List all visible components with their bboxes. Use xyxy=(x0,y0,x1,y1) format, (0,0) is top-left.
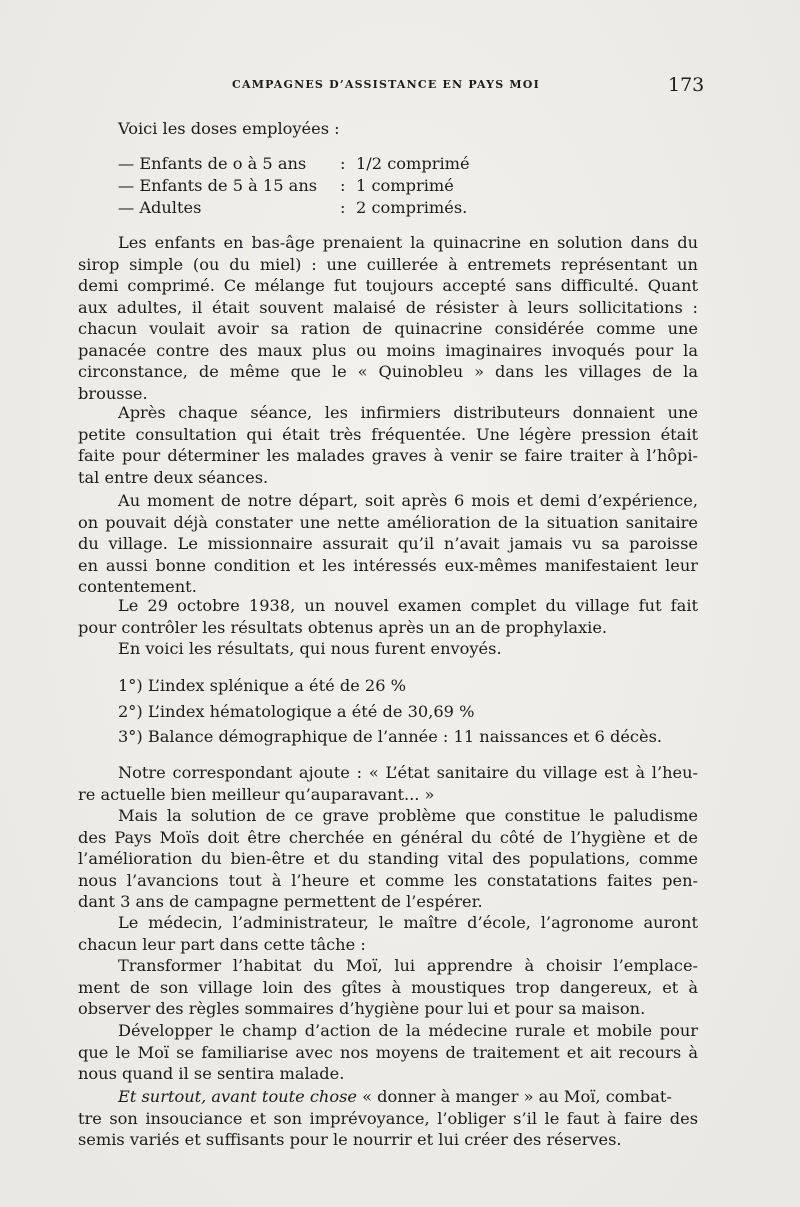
results-list xyxy=(78,675,698,748)
text-line: nous l’avancions tout à l’heure et comme les constatations faites pen- xyxy=(78,870,698,890)
text-fragment: « donner à manger » au Moï, combat- xyxy=(356,1087,672,1106)
paragraph-medicine xyxy=(78,1020,698,1085)
text-line: faite pour déterminer les malades graves à venir se faire traiter à l’hôpi- xyxy=(78,446,698,465)
text-line: tre son insouciance et son imprévoyance, l’obliger s’il le faut à faire des xyxy=(78,1108,698,1128)
paragraph-quinacrine xyxy=(78,232,698,404)
text-line: Le 29 octobre 1938, un nouvel examen complet du village fut fait xyxy=(118,596,698,615)
text-line: que le Moï se familiarise avec nos moyens de traitement et ait recours à xyxy=(78,1042,698,1062)
page-number: 173 xyxy=(668,74,705,96)
text-line: En voici les résultats, qui nous furent envoyés. xyxy=(118,639,502,658)
text-line: chacun leur part dans cette tâche : xyxy=(78,934,366,954)
paragraph-actors xyxy=(78,912,698,955)
paragraph-food xyxy=(78,1086,698,1151)
dose-label: — Enfants de o à 5 ans xyxy=(118,154,307,173)
text-line: aux adultes, il était souvent malaisé de résister à leurs sollicitations : xyxy=(78,297,698,317)
text-line: brousse. xyxy=(78,383,148,403)
text-line: Mais la solution de ce grave problème que constitue le paludisme xyxy=(118,806,698,825)
text-line: du village. Le missionnaire assurait qu’il n’avait jamais vu sa paroisse xyxy=(78,534,698,553)
dose-value: 1 comprimé xyxy=(356,176,454,195)
dose-label: — Adultes xyxy=(118,198,202,217)
result-item: 1°) L’index splénique a été de 26 % xyxy=(118,676,407,695)
text-line: demi comprimé. Ce mélange fut toujours accepté sans difficulté. Quant xyxy=(78,276,698,295)
intro-line: Voici les doses employées : xyxy=(118,119,340,138)
result-item: 2°) L’index hématologique a été de 30,69 % xyxy=(118,701,475,721)
paragraph-consultation xyxy=(78,402,698,488)
dose-label: — Enfants de 5 à 15 ans xyxy=(118,176,318,195)
paragraph-exam xyxy=(78,595,698,660)
dose-separator: : xyxy=(340,176,346,195)
text-line: panacée contre des maux plus ou moins imaginaires invoqués pour la xyxy=(78,340,698,360)
paragraph-habitat xyxy=(78,955,698,1020)
text-line: l’amélioration du bien-être et du standing vital des populations, comme xyxy=(78,849,698,868)
text-line: petite consultation qui était très fréquentée. Une légère pression était xyxy=(78,424,698,444)
text-line: on pouvait déjà constater une nette amélioration de la situation sanitaire xyxy=(78,512,698,532)
dose-value: 1/2 comprimé xyxy=(356,154,470,173)
text-line: des Pays Moïs doit être cherchée en général du côté de l’hygiène et de xyxy=(78,827,698,847)
dose-separator: : xyxy=(340,154,346,173)
text-line: contentement. xyxy=(78,577,197,596)
text-line: observer des règles sommaires d’hygiène pour lui et pour sa maison. xyxy=(78,999,646,1018)
text-line: Le médecin, l’administrateur, le maître d’école, l’agronome auront xyxy=(118,913,698,932)
text-line: Au moment de notre départ, soit après 6 mois et demi d’expérience, xyxy=(118,491,698,510)
text-line: sirop simple (ou du miel) : une cuillerée à entremets représentant un xyxy=(78,254,698,274)
text-line: nous quand il se sentira malade. xyxy=(78,1064,345,1083)
running-head: CAMPAGNES D’ASSISTANCE EN PAYS MOI xyxy=(232,78,540,91)
text-line: tal entre deux séances. xyxy=(78,467,269,487)
text-line: Développer le champ d’action de la médecine rurale et mobile pour xyxy=(118,1021,698,1040)
text-line: semis variés et suffisants pour le nourrir et lui créer des réserves. xyxy=(78,1130,622,1149)
text-line: Transformer l’habitat du Moï, lui apprendre à choisir l’emplace- xyxy=(118,956,698,975)
paragraph-correspondent xyxy=(78,762,698,805)
text-line: pour contrôler les résultats obtenus après un an de prophylaxie. xyxy=(78,617,608,637)
text-line: en aussi bonne condition et les intéressés eux-mêmes manifestaient leur xyxy=(78,555,698,575)
text-line: Les enfants en bas-âge prenaient la quinacrine en solution dans du xyxy=(118,233,698,252)
text-line: dant 3 ans de campagne permettent de l’espérer. xyxy=(78,892,483,911)
result-item: 3°) Balance démographique de l’année : 11 naissances et 6 décès. xyxy=(118,727,663,746)
text-line: Après chaque séance, les infirmiers distributeurs donnaient une xyxy=(118,403,698,422)
doses-intro xyxy=(78,118,698,140)
text-line: chacun voulait avoir sa ration de quinacrine considérée comme une xyxy=(78,319,698,338)
text-line xyxy=(78,1086,698,1108)
dose-separator: : xyxy=(340,198,346,217)
text-line: ment de son village loin des gîtes à moustiques trop dangereux, et à xyxy=(78,977,698,997)
paragraph-solution xyxy=(78,805,698,913)
text-line: re actuelle bien meilleur qu’auparavant... » xyxy=(78,784,435,804)
dose-value: 2 comprimés. xyxy=(356,198,468,217)
italic-phrase: Et surtout, avant toute chose xyxy=(118,1087,357,1106)
paragraph-departure xyxy=(78,490,698,598)
text-line: Notre correspondant ajoute : « L’état sanitaire du village est à l’heu- xyxy=(118,763,698,782)
text-line: circonstance, de même que le « Quinobleu » dans les villages de la xyxy=(78,362,698,381)
